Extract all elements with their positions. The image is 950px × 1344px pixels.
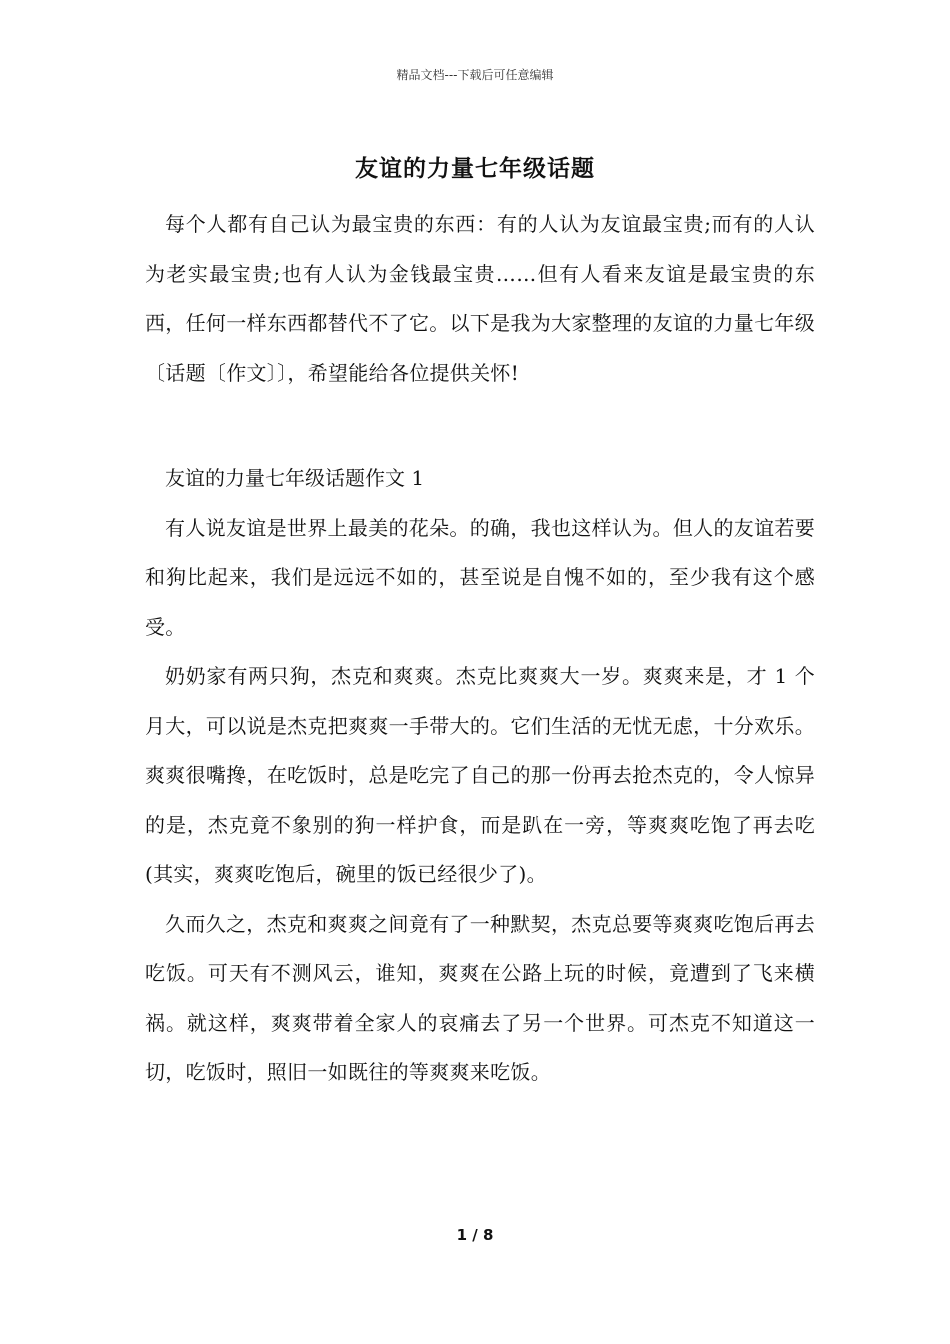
intro-paragraph: 每个人都有自己认为最宝贵的东西：有的人认为友谊最宝贵;而有的人认为老实最宝贵;也有人认为金钱最宝贵……但有人看来友谊是最宝贵的东西，任何一样东西都替代不了它。以下是我为大家整理的友谊的力量七年级〔话题〔作文〕〕，希望能给各位提供关怀! [145,212,815,385]
section-spacer [145,398,815,454]
body-paragraph-3: 久而久之，杰克和爽爽之间竟有了一种默契，杰克总要等爽爽吃饱后再去吃饭。可天有不测风云，谁知，爽爽在公路上玩的时候，竟遭到了飞来横祸。就这样，爽爽带着全家人的哀痛去了另一个世界。可杰克不知道这一切，吃饭时，照旧一如既往的等爽爽来吃饭。 [145,911,815,1084]
document-body [145,200,815,1098]
section-subtitle: 友谊的力量七年级话题作文 1 [165,466,425,490]
page-number: 1 / 8 [456,1226,494,1244]
body-paragraph-1: 有人说友谊是世界上最美的花朵。的确，我也这样认为。但人的友谊若要和狗比起来，我们是远远不如的，甚至说是自愧不如的，至少我有这个感受。 [145,515,815,639]
document-title: 友谊的力量七年级话题 [355,155,595,182]
page-header: 精品文档---下载后可任意编辑 [396,68,554,82]
body-paragraph-2: 奶奶家有两只狗，杰克和爽爽。杰克比爽爽大一岁。爽爽来是，才 1 个月大，可以说是杰克把爽爽一手带大的。它们生活的无忧无虑，十分欢乐。爽爽很嘴搀，在吃饭时，总是吃完了自己的那一份再去抢杰克的，令人惊异的是，杰克竟不象别的狗一样护食，而是趴在一旁，等爽爽吃饱了再去吃(其实，爽爽吃饱后，碗里的饭已经很少了)。 [145,664,815,886]
